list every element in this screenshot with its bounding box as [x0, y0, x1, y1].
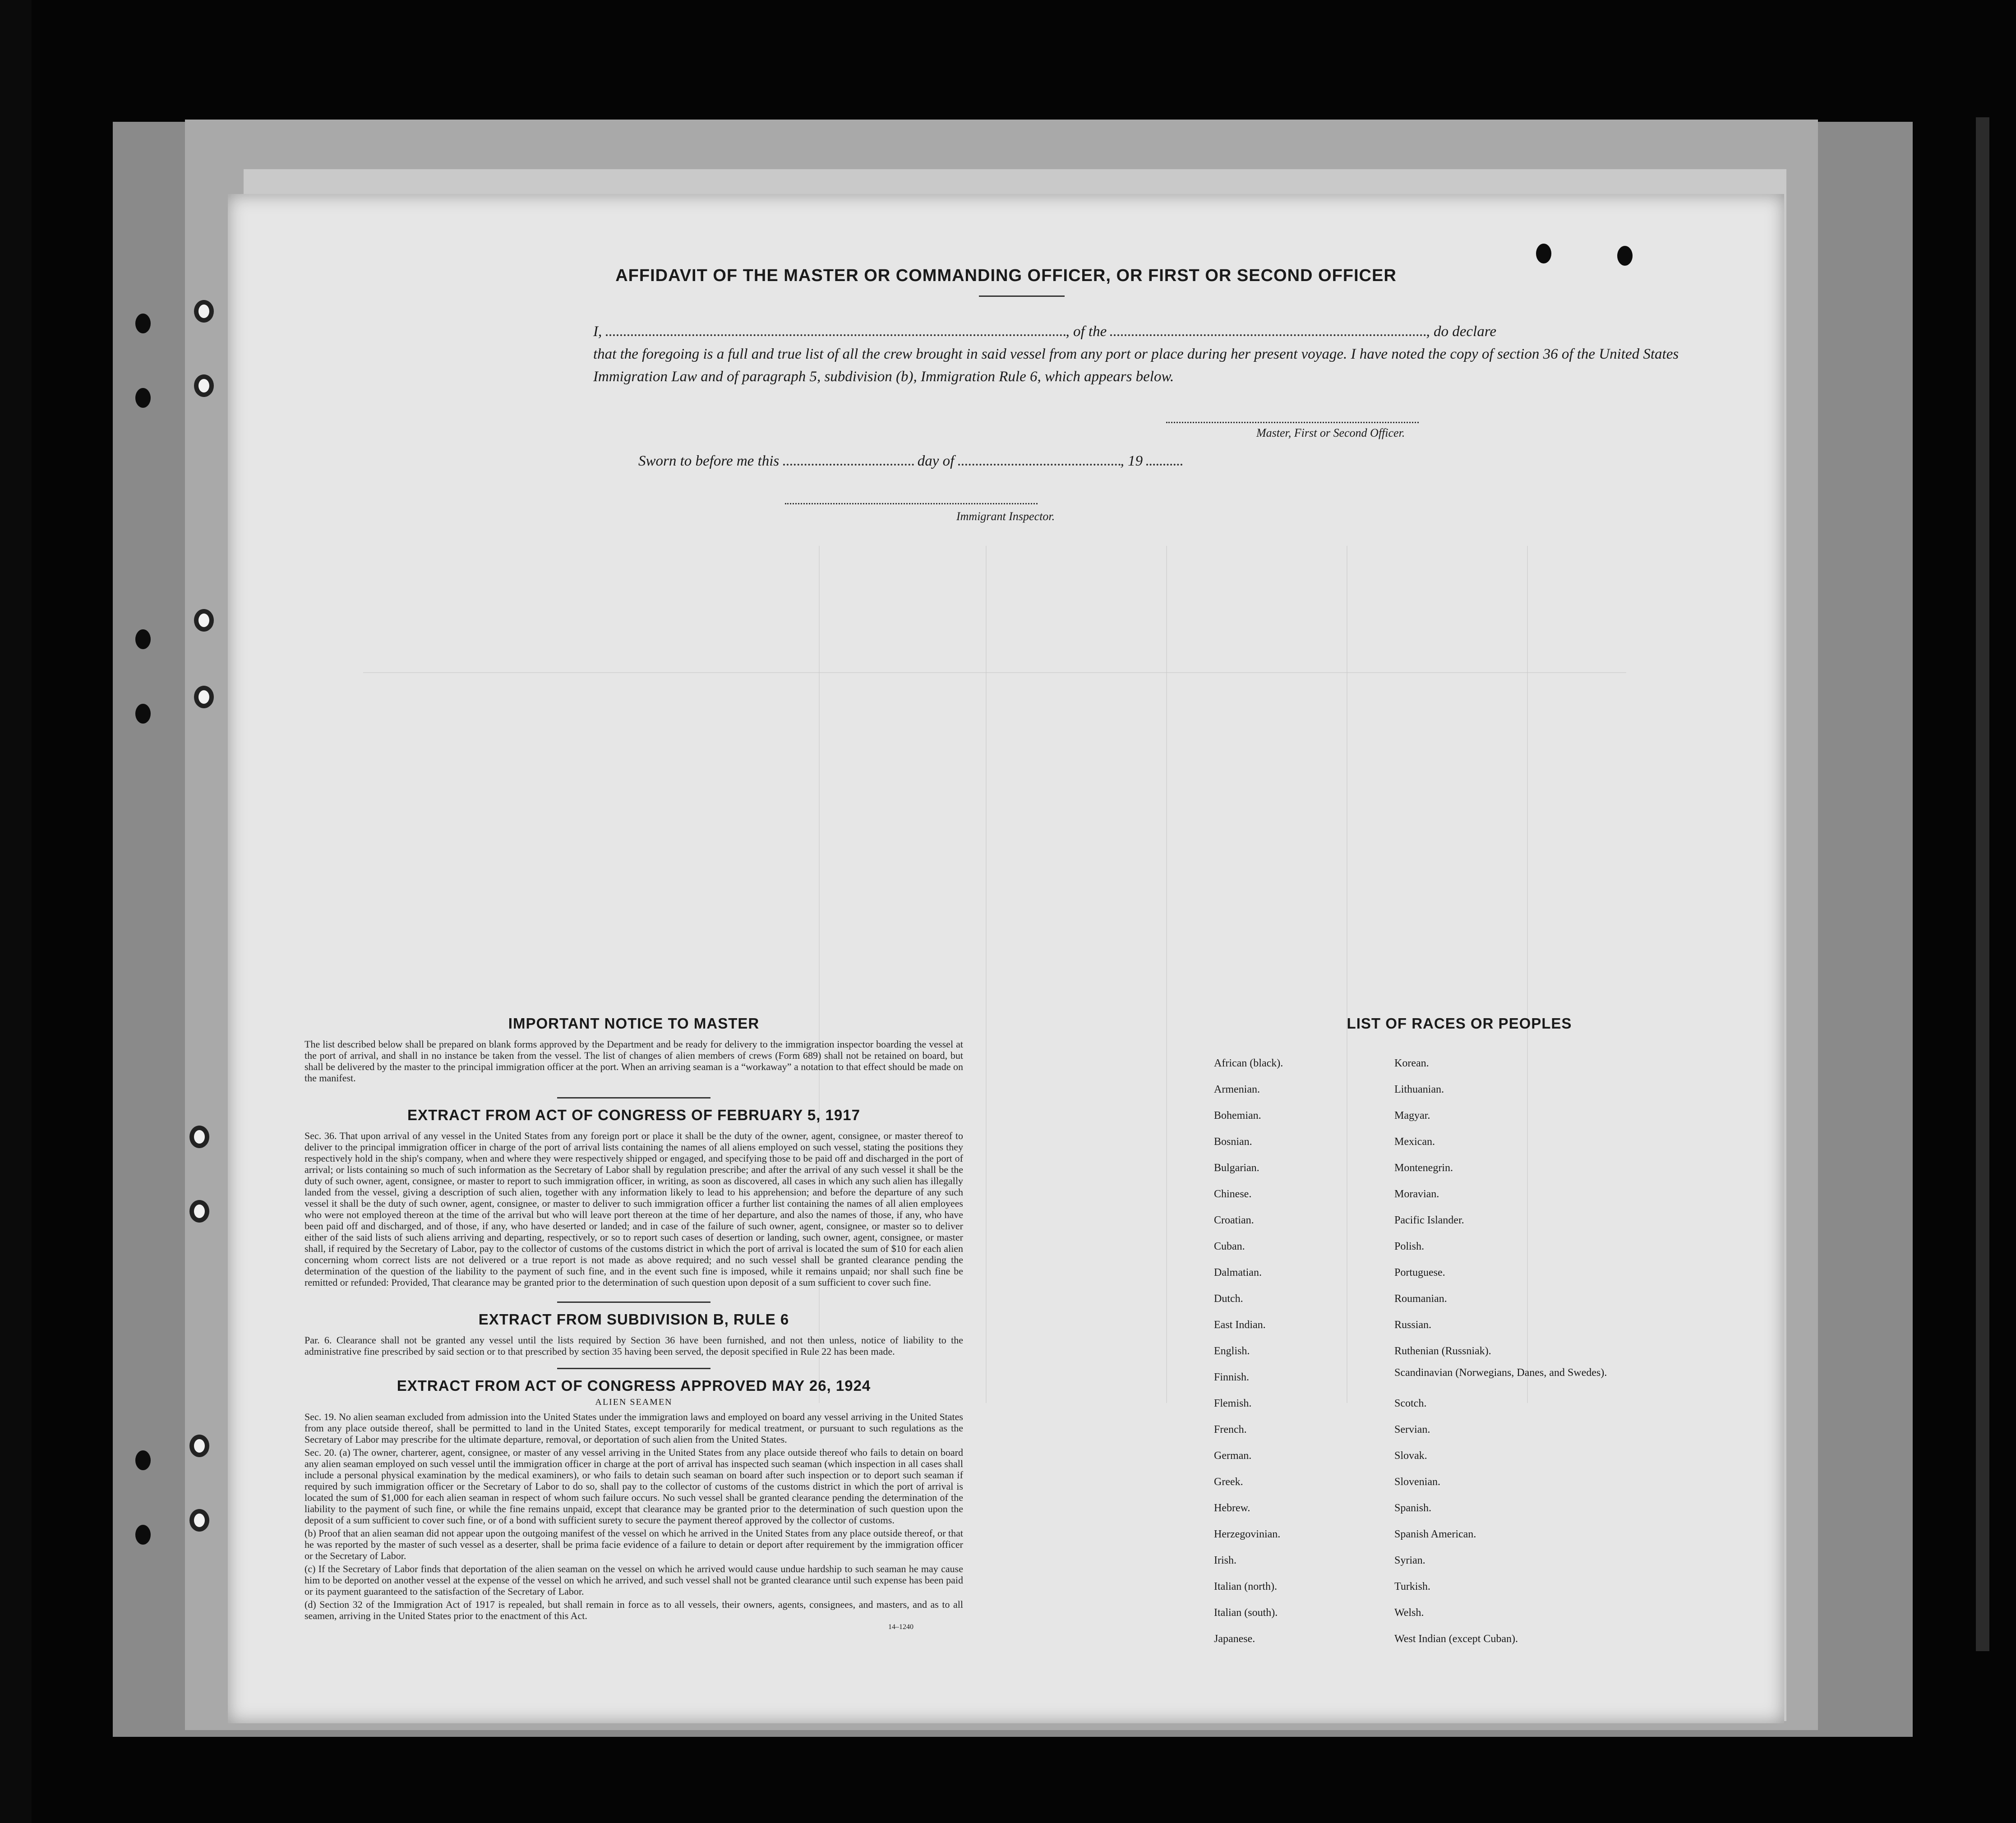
- race-item: Greek.: [1214, 1476, 1243, 1488]
- race-item: Finnish.: [1214, 1371, 1250, 1383]
- race-item: Montenegrin.: [1394, 1162, 1453, 1174]
- race-item: Ruthenian (Russniak).: [1394, 1345, 1491, 1357]
- race-item: Chinese.: [1214, 1188, 1252, 1200]
- race-item: Bosnian.: [1214, 1136, 1252, 1148]
- sworn-year-field[interactable]: [1146, 451, 1182, 466]
- extract-1917-text: Sec. 36. That upon arrival of any vessel in the United States from any foreign port or place it shall be the duty of the owner, agent, consignee, or master thereof to deliver to the principal immigration officer in charge of the port of arrival lists containing the names of all aliens employed on such vessel, stating the positions they respectively hold in the ship's company, when and where they were respectively shipped or engaged, and specifying those to be paid off and discharged in the port of arrival; or lists containing so much of such information as the Secretary of Labor shall by regulation prescribe; and after the arrival of any such vessel it shall be the duty of such owner, agent, consignee, or master to report to such immigration officer, in writing, as soon as discovered, all cases in which any such alien has illegally landed from the vessel, giving a description of such alien, together with any information likely to lead to his apprehension; and before the departure of any such vessel it shall be the duty of such owner, agent, consignee, or master to deliver to such immigration officer a further list containing the names of all alien employees who were not employed thereon at the time of the arrival but who will leave port thereon at the time of her departure, and also the names of those, if any, who have been paid off and discharged, and of those, if any, who have deserted or landed; and in case of the failure of such owner, agent, consignee, or master so to deliver either of the said lists of such aliens arriving and departing, respectively, or so to report such cases of desertion or landing, such owner, agent, consignee, or master shall, if required by the Secretary of Labor, pay to the collector of customs of the customs district in which the port of arrival is located the sum of $10 for each alien concerning whom correct lists are not delivered or a true report is not made as above required; and no such vessel shall be granted clearance pending the determination of the question of the liability to the payment of such fine, and in the event such fine is imposed, while it remains unpaid; nor shall such fine be remitted or refunded: Provided, That clearance may be granted prior to the determination of such question upon deposit of a sum sufficient to cover such fine.: [304, 1130, 963, 1288]
- race-item: Italian (south).: [1214, 1607, 1278, 1619]
- race-item: Cuban.: [1214, 1241, 1245, 1252]
- race-item: Scandinavian (Norwegians, Danes, and Swedes).: [1394, 1367, 1607, 1379]
- master-name-field[interactable]: [606, 322, 1066, 336]
- notice-text: The list described below shall be prepared on blank forms approved by the Department and be ready for delivery to the immigration inspector boarding the vessel at the port of arrival, and shall in no instance be taken from the vessel. The list of changes of alien members of crews (Form 689) shall not be retained on board, but shall be delivered by the master to the principal immigration officer at the port. When an arriving seaman is a “workaway” a notation to that effect should be made on the manifest.: [304, 1038, 963, 1084]
- race-item: Turkish.: [1394, 1581, 1430, 1592]
- film-edge-left: [0, 0, 32, 1823]
- of-the-label: , of the: [1066, 323, 1107, 340]
- section-rule: [557, 1097, 710, 1098]
- sworn-label: Sworn to before me this: [638, 453, 780, 469]
- extract-1924-title: EXTRACT FROM ACT OF CONGRESS APPROVED MAY 26, 1924: [397, 1377, 871, 1394]
- race-item: Russian.: [1394, 1319, 1432, 1331]
- punch-hole: [189, 1509, 209, 1532]
- race-item: Roumanian.: [1394, 1293, 1447, 1305]
- punch-hole: [189, 1126, 209, 1148]
- extract-1924-paragraph: Sec. 19. No alien seaman excluded from admission into the United States under the immigration laws and employed on board any vessel arriving in the United States from any place outside thereof, shall be permitted to land in the United States, except temporarily for medical treatment, or pursuant to such regulations as the Secretary of Labor may prescribe for the ultimate departure, removal, or deportation of such alien from the United States.: [304, 1411, 963, 1445]
- signature-line[interactable]: [1166, 422, 1419, 423]
- race-item: Portuguese.: [1394, 1267, 1445, 1278]
- film-edge-right: [1976, 117, 1989, 1651]
- race-item: Spanish.: [1394, 1502, 1432, 1514]
- day-of-label: day of: [917, 453, 955, 469]
- legal-extracts: [304, 1015, 963, 1631]
- punch-hole: [189, 1200, 209, 1223]
- affidavit-body: [593, 320, 1685, 388]
- punch-hole: [135, 704, 151, 724]
- race-item: Bulgarian.: [1214, 1162, 1259, 1174]
- extract-1924-paragraph: (b) Proof that an alien seaman did not appear upon the outgoing manifest of the vessel on which he arrived in the United States from any place outside thereof, or that he was reported by the master of such vessel as a deserter, shall be prima facie evidence of a failure to detain or deport after requirement by the immigration officer or the Secretary of Labor.: [304, 1528, 963, 1561]
- race-item: West Indian (except Cuban).: [1394, 1633, 1518, 1645]
- races-list: [1211, 1015, 1707, 1652]
- race-item: French.: [1214, 1424, 1247, 1435]
- affidavit-title: AFFIDAVIT OF THE MASTER OR COMMANDING OFFICER, OR FIRST OR SECOND OFFICER: [615, 266, 1397, 285]
- race-item: Mexican.: [1394, 1136, 1435, 1148]
- race-item: Lithuanian.: [1394, 1084, 1444, 1095]
- race-item: Bohemian.: [1214, 1110, 1261, 1121]
- section-rule: [557, 1301, 710, 1303]
- race-item: Magyar.: [1394, 1110, 1430, 1121]
- race-item: Spanish American.: [1394, 1528, 1476, 1540]
- race-item: Dalmatian.: [1214, 1267, 1262, 1278]
- race-item: Moravian.: [1394, 1188, 1439, 1200]
- race-item: Japanese.: [1214, 1633, 1255, 1645]
- extract-1924-paragraph: (d) Section 32 of the Immigration Act of 1917 is repealed, but shall remain in force as to all vessels, their owners, agents, consignees, and masters, and as to all seamen, arriving in the United States prior to the enactment of this Act.: [304, 1599, 963, 1621]
- race-item: Dutch.: [1214, 1293, 1243, 1305]
- punch-hole: [194, 609, 214, 632]
- punch-hole: [194, 300, 214, 323]
- race-item: Scotch.: [1394, 1398, 1427, 1409]
- declaration-i: I,: [593, 323, 602, 340]
- punch-hole: [135, 1450, 151, 1470]
- race-item: German.: [1214, 1450, 1252, 1462]
- race-item: East Indian.: [1214, 1319, 1266, 1331]
- inspector-caption: Immigrant Inspector.: [956, 510, 1055, 523]
- race-item: Croatian.: [1214, 1214, 1254, 1226]
- race-item: Pacific Islander.: [1394, 1214, 1464, 1226]
- section-rule: [557, 1368, 710, 1369]
- extract-1924-subtitle: ALIEN SEAMEN: [595, 1397, 673, 1407]
- do-declare-label: , do declare: [1426, 323, 1496, 340]
- punch-hole: [135, 629, 151, 649]
- race-item: Herzegovinian.: [1214, 1528, 1281, 1540]
- race-item: Italian (north).: [1214, 1581, 1277, 1592]
- race-item: Korean.: [1394, 1057, 1429, 1069]
- inspector-signature-line[interactable]: [785, 503, 1038, 504]
- affidavit-section: [228, 194, 1784, 577]
- races-left-column: [1214, 1050, 1394, 1652]
- punch-hole: [135, 1525, 151, 1545]
- sworn-month-field[interactable]: [958, 451, 1121, 466]
- race-item: Slovak.: [1394, 1450, 1427, 1462]
- races-title: LIST OF RACES OR PEOPLES: [1347, 1015, 1572, 1032]
- form-number: 14–1240: [888, 1623, 913, 1631]
- signature-caption: Master, First or Second Officer.: [1256, 426, 1405, 439]
- extract-1924-paragraph: (c) If the Secretary of Labor finds that deportation of the alien seaman on the vessel on which he arrived would cause undue hardship to such seaman he may cause him to be deported on another vessel at the expense of the vessel on which he arrived, and such vessel shall not be granted clearance until such expense has been paid or its payment guaranteed to the satisfaction of the Secretary of Labor.: [304, 1563, 963, 1597]
- notice-title: IMPORTANT NOTICE TO MASTER: [508, 1015, 760, 1032]
- race-item: African (black).: [1214, 1057, 1283, 1069]
- race-item: English.: [1214, 1345, 1250, 1357]
- race-item: Hebrew.: [1214, 1502, 1250, 1514]
- races-right-column: [1394, 1050, 1620, 1652]
- races-grid: [1214, 1050, 1707, 1652]
- extract-1917-title: EXTRACT FROM ACT OF CONGRESS OF FEBRUARY 5, 1917: [407, 1107, 860, 1123]
- punch-hole: [194, 374, 214, 397]
- affidavit-page: [228, 194, 1784, 1723]
- punch-hole: [135, 388, 151, 408]
- sworn-line: [638, 451, 1182, 470]
- sworn-day-field[interactable]: [783, 451, 914, 466]
- punch-hole: [189, 1435, 209, 1457]
- race-item: Irish.: [1214, 1555, 1236, 1566]
- punch-hole: [194, 686, 214, 708]
- punch-hole: [135, 314, 151, 333]
- race-item: Welsh.: [1394, 1607, 1424, 1619]
- race-item: Syrian.: [1394, 1555, 1426, 1566]
- race-item: Slovenian.: [1394, 1476, 1440, 1488]
- title-rule: [979, 295, 1065, 297]
- race-item: Flemish.: [1214, 1398, 1252, 1409]
- year-prefix: , 19: [1120, 453, 1143, 469]
- race-item: Polish.: [1394, 1241, 1425, 1252]
- vessel-name-field[interactable]: [1110, 322, 1426, 336]
- extract-1924-paragraph: Sec. 20. (a) The owner, charterer, agent, consignee, or master of any vessel arriving in the United States from any place outside thereof who fails to detain on board any alien seaman employed on such vessel until the immigration officer in charge at the port of arrival has inspected such seaman (which inspection in all cases shall include a personal physical examination by the medical examiners), or who fails to detain such seaman on board after such inspection or to deport such seaman if required by such immigration officer or the Secretary of Labor to do so, shall pay to the collector of customs of the customs district in which the port of arrival is located the sum of $1,000 for each alien seaman in respect of whom such failure occurs. No such vessel shall be granted clearance pending the determination of the liability to the payment of such fine, or while the fine remains unpaid, except that clearance may be granted prior to the determination of such question upon the deposit of a sum sufficient to cover such fine, or of a bond with sufficient surety to secure the payment thereof approved by the collector of customs.: [304, 1447, 963, 1526]
- race-item: Armenian.: [1214, 1084, 1260, 1095]
- extract-rule6-title: EXTRACT FROM SUBDIVISION B, RULE 6: [478, 1311, 789, 1328]
- extract-rule6-text: Par. 6. Clearance shall not be granted any vessel until the lists required by Section 36 have been furnished, and not then unless, notice of liability to the administrative fine prescribed by said section or to that prescribed by section 35 having been served, the deposit specified in Rule 22 has been made.: [304, 1334, 963, 1357]
- declaration-text: that the foregoing is a full and true list of all the crew brought in said vessel from any port or place during her present voyage. I have noted the copy of section 36 of the United States Immigration Law and of paragraph 5, subdivision (b), Immigration Rule 6, which appears below.: [593, 346, 1679, 385]
- race-item: Servian.: [1394, 1424, 1430, 1435]
